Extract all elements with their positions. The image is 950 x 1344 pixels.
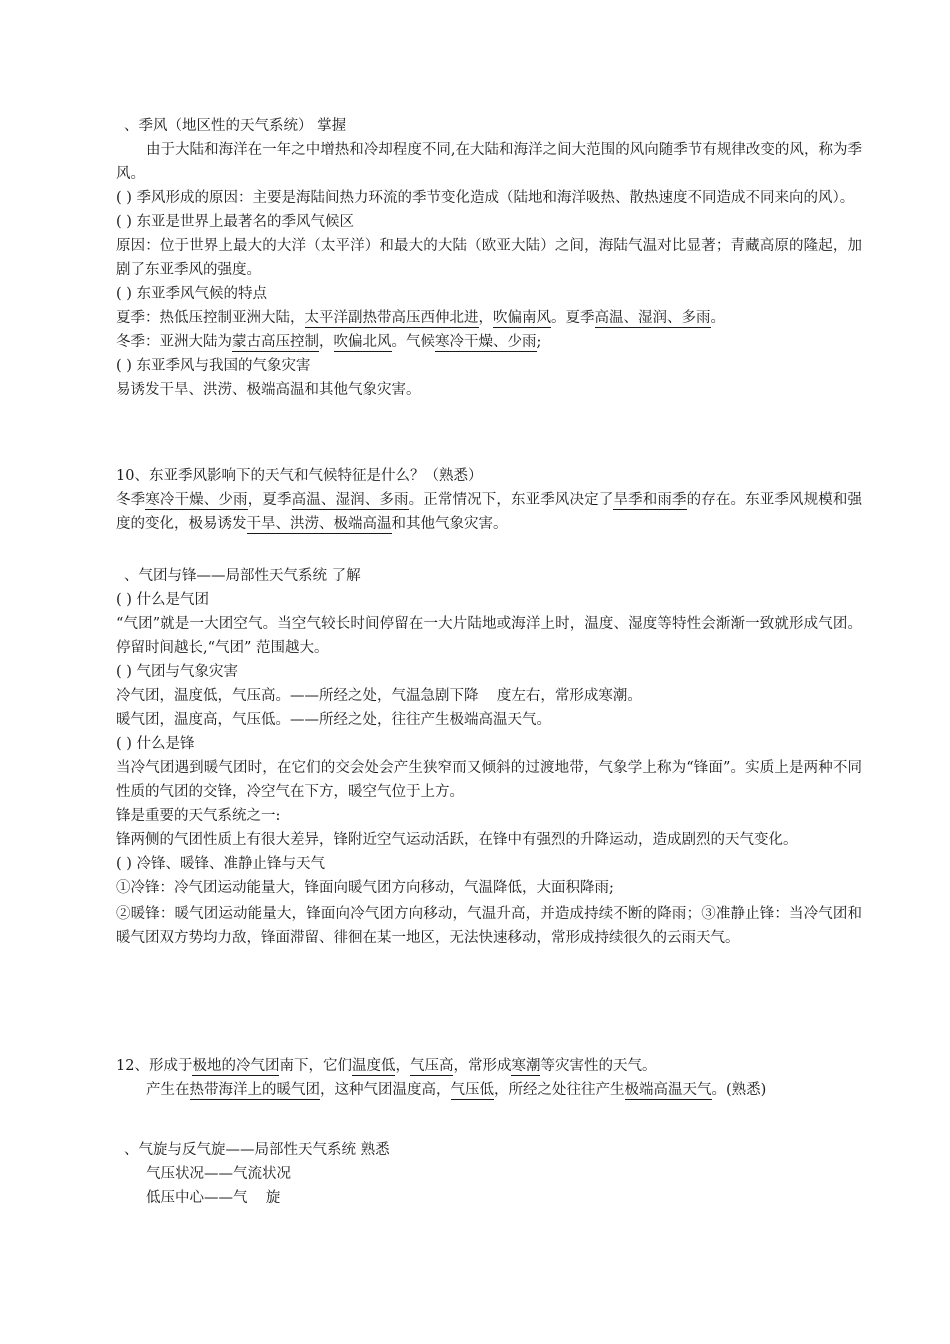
air-mass-def-heading: ( ) 什么是气团 — [116, 592, 210, 608]
question-12-line1: 12、形成于极地的冷气团南下，它们温度低，气压高，常形成寒潮等灾害性的天气。 — [116, 1058, 657, 1074]
cyclone-heading: 、气旋与反气旋——局部性天气系统 熟悉 — [124, 1142, 390, 1158]
question-12-line2: 产生在热带海洋上的暖气团，这种气团温度高，气压低，所经之处往往产生极端高温天气。(熟悉) — [146, 1082, 767, 1098]
front-def: 当冷气团遇到暖气团时，在它们的交会处会产生狭窄而又倾斜的过渡地带，气象学上称为“锋面”。实质上是两种不同性质的气团的交锋，冷空气在下方，暖空气位于上方。 — [116, 760, 862, 800]
monsoon-cause: ( ) 季风形成的原因：主要是海陆间热力环流的季节变化造成（陆地和海洋吸热、散热速度不同造成不同来向的风）。 — [116, 190, 855, 206]
underlined-text: 极地的冷气团 — [192, 1058, 280, 1074]
underlined-text: 太平洋副热带高压西伸北进 — [304, 310, 479, 326]
underlined-text: 吹偏北风 — [333, 334, 392, 350]
underlined-text: 寒冷干燥、少雨 — [435, 334, 537, 350]
air-mass-heading: 、气团与锋——局部性天气系统 了解 — [124, 568, 361, 584]
climate-feature-heading: ( ) 东亚季风气候的特点 — [116, 286, 268, 302]
east-asia-heading: ( ) 东亚是世界上最著名的季风气候区 — [116, 214, 355, 230]
question-10-answer: 冬季寒冷干燥、少雨，夏季高温、湿润、多雨。正常情况下，东亚季风决定了旱季和雨季的存在。东亚季风规模和强度的变化，极易诱发干旱、洪涝、极端高温和其他气象灾害。 — [116, 492, 863, 532]
underlined-text: 高温、湿润、多雨 — [291, 492, 409, 508]
underlined-text: 热带海洋上的暖气团 — [189, 1082, 320, 1098]
underlined-text: 高温、湿润、多雨 — [594, 310, 711, 326]
warm-air-mass: 暖气团，温度高，气压低。——所经之处，往往产生极端高温天气。 — [116, 712, 551, 728]
underlined-text: 干旱、洪涝、极端高温 — [246, 516, 392, 532]
front-detail: 锋两侧的气团性质上有很大差异，锋附近空气运动活跃，在锋中有强烈的升降运动，造成剧烈的天气变化。 — [116, 832, 798, 848]
cyclone-row-1: 气压状况——气流状况 — [146, 1166, 291, 1182]
monsoon-heading: 、季风（地区性的天气系统） 掌握 — [124, 118, 347, 134]
east-asia-reason: 原因：位于世界上最大的大洋（太平洋）和最大的大陆（欧亚大陆）之间，海陆气温对比显著；青藏高原的隆起，加剧了东亚季风的强度。 — [116, 238, 862, 278]
cyclone-row-2: 低压中心——气 旋 — [146, 1190, 281, 1206]
underlined-text: 蒙古高压控制 — [232, 334, 319, 350]
question-10-title: 10、东亚季风影响下的天气和气候特征是什么？（熟悉） — [116, 468, 483, 484]
air-mass-disaster-heading: ( ) 气团与气象灾害 — [116, 664, 239, 680]
underlined-text: 寒潮 — [511, 1058, 541, 1074]
cold-front: ①冷锋：冷气团运动能量大，锋面向暖气团方向移动，气温降低，大面积降雨; — [116, 880, 614, 896]
winter-line: 冬季：亚洲大陆为蒙古高压控制，吹偏北风。气候寒冷干燥、少雨; — [116, 334, 542, 350]
disaster-heading: ( ) 东亚季风与我国的气象灾害 — [116, 358, 311, 374]
cyclone-section — [116, 1138, 862, 1210]
monsoon-section — [116, 114, 862, 402]
underlined-text: 温度低 — [351, 1058, 396, 1074]
underlined-text: 气压高 — [409, 1058, 454, 1074]
underlined-text: 极端高温天气 — [624, 1082, 712, 1098]
air-mass-def: “气团”就是一大团空气。当空气较长时间停留在一大片陆地或海洋上时，温度、湿度等特性会渐渐一致就形成气团。停留时间越长,“气团” 范围越大。 — [116, 616, 862, 656]
warm-front: ②暖锋：暖气团运动能量大，锋面向冷气团方向移动，气温升高，并造成持续不断的降雨；③准静止锋：当冷气团和暖气团双方势均力敌，锋面滞留、徘徊在某一地区，无法快速移动，常形成持续很久的云雨天气。 — [116, 906, 862, 946]
question-10 — [116, 464, 862, 536]
disaster-body: 易诱发干旱、洪涝、极端高温和其他气象灾害。 — [116, 382, 421, 398]
cold-air-mass: 冷气团，温度低，气压高。——所经之处，气温急剧下降 度左右，常形成寒潮。 — [116, 688, 642, 704]
underlined-text: 旱季和雨季 — [613, 492, 687, 508]
air-mass-section — [116, 564, 862, 950]
underlined-text: 吹偏南风 — [493, 310, 551, 326]
summer-line: 夏季：热低压控制亚洲大陆，太平洋副热带高压西伸北进，吹偏南风。夏季高温、湿润、多雨。 — [116, 310, 725, 326]
front-note: 锋是重要的天气系统之一: — [116, 808, 281, 824]
underlined-text: 寒冷干燥、少雨 — [145, 492, 248, 508]
monsoon-intro: 由于大陆和海洋在一年之中增热和冷却程度不同,在大陆和海洋之间大范围的风向随季节有规律改变的风，称为季风。 — [116, 142, 862, 182]
front-def-heading: ( ) 什么是锋 — [116, 736, 195, 752]
question-12 — [116, 1054, 862, 1102]
front-types-heading: ( ) 冷锋、暖锋、准静止锋与天气 — [116, 856, 326, 872]
underlined-text: 气压低 — [450, 1082, 494, 1098]
